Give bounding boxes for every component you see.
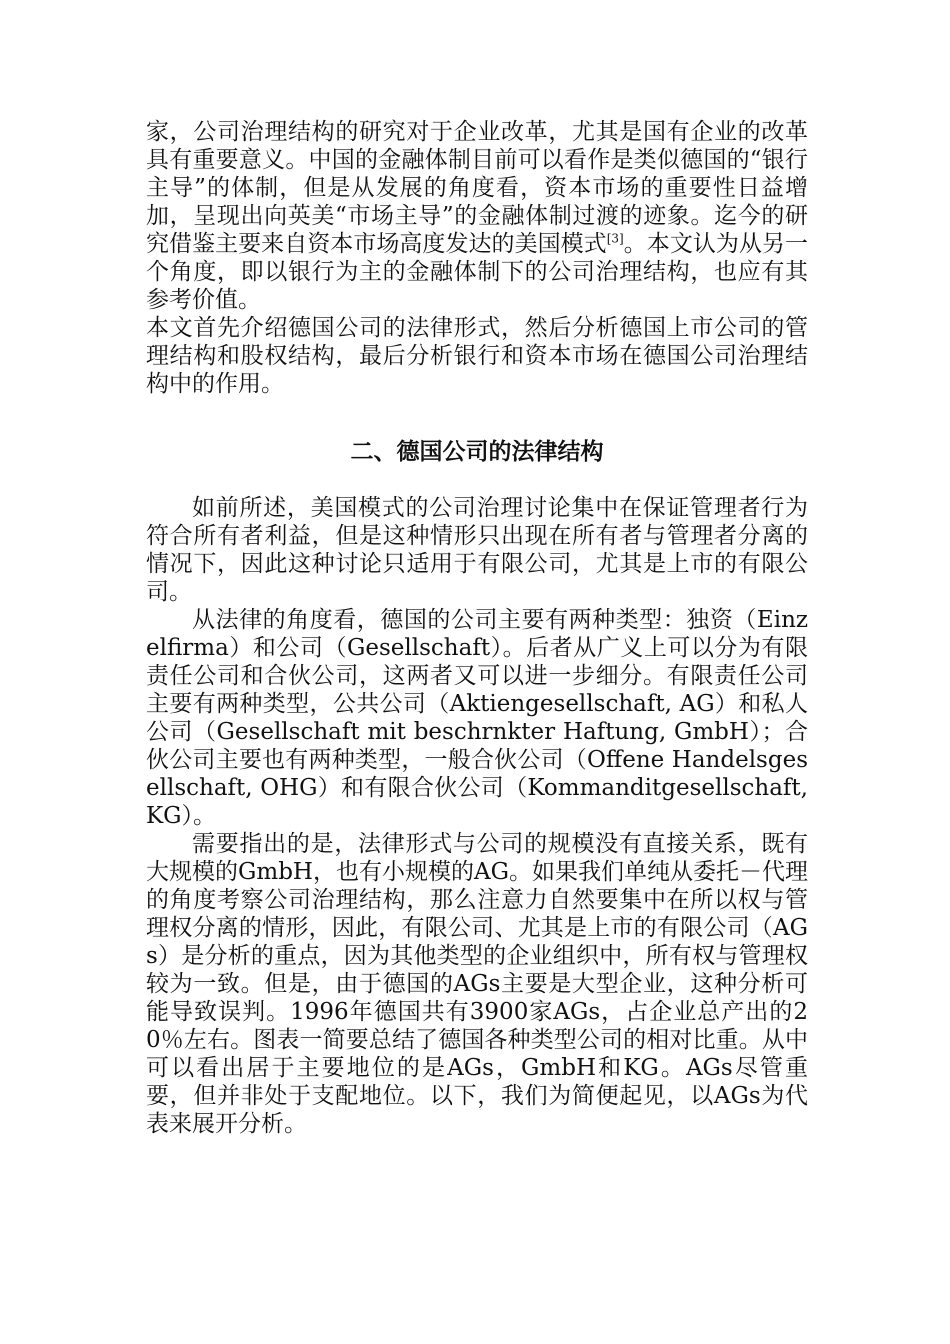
intro-paragraph-1-text-b: 。本文认为从另一个角度，即以银行为主的金融体制下的公司治理结构，也应有其参考价值。	[146, 231, 809, 313]
citation-3: [3]	[606, 231, 624, 246]
section-heading: 二、德国公司的法律结构	[350, 439, 604, 465]
legal-paragraph-3: 需要指出的是，法律形式与公司的规模没有直接关系，既有大规模的GmbH，也有小规模的AG。如果我们单纯从委托－代理的角度考察公司治理结构，那么注意力自然要集中在所以权与管理权分离的情形，因此，有限公司、尤其是上市的有限公司（AGs）是分析的重点，因为其他类型的企业组织中，所有权与管理权较为一致。但是，由于德国的AGs主要是大型企业，这种分析可能导致误判。1996年德国共有3900家AGs，占企业总产出的20％左右。图表一简要总结了德国各种类型公司的相对比重。从中可以看出居于主要地位的是AGs，GmbH和KG。AGs尽管重要，但并非处于支配地位。以下，我们为简便起见，以AGs为代表来展开分析。	[146, 831, 808, 1137]
legal-structure-section	[146, 494, 808, 1138]
legal-paragraph-1: 如前所述，美国模式的公司治理讨论集中在保证管理者行为符合所有者利益，但是这种情形只出现在所有者与管理者分离的情况下，因此这种讨论只适用于有限公司，尤其是上市的有限公司。	[146, 495, 808, 605]
intro-paragraph-1-text-a: 家，公司治理结构的研究对于企业改革，尤其是国有企业的改革具有重要意义。中国的金融体制目前可以看作是类似德国的“银行主导”的体制，但是从发展的角度看，资本市场的重要性日益增加，呈现出向英美“市场主导”的金融体制过渡的迹象。迄今的研究借鉴主要来自资本市场高度发达的美国模式	[146, 119, 808, 257]
intro-paragraph-1	[146, 118, 808, 314]
intro-paragraph-2: 本文首先介绍德国公司的法律形式，然后分析德国上市公司的管理结构和股权结构，最后分析银行和资本市场在德国公司治理结构中的作用。	[146, 315, 808, 397]
intro-section	[146, 118, 808, 398]
legal-paragraph-2: 从法律的角度看，德国的公司主要有两种类型：独资（Einzelfirma）和公司（Gesellschaft）。后者从广义上可以分为有限责任公司和合伙公司，这两者又可以进一步细分。有限责任公司主要有两种类型，公共公司（Aktiengesellschaft, AG）和私人公司（Gesellschaft mit beschrnkter Haftung, GmbH）；合伙公司主要也有两种类型，一般合伙公司（Offene Handelsgesellschaft, OHG）和有限合伙公司（Kommanditgesellschaft, KG）。	[146, 607, 808, 829]
